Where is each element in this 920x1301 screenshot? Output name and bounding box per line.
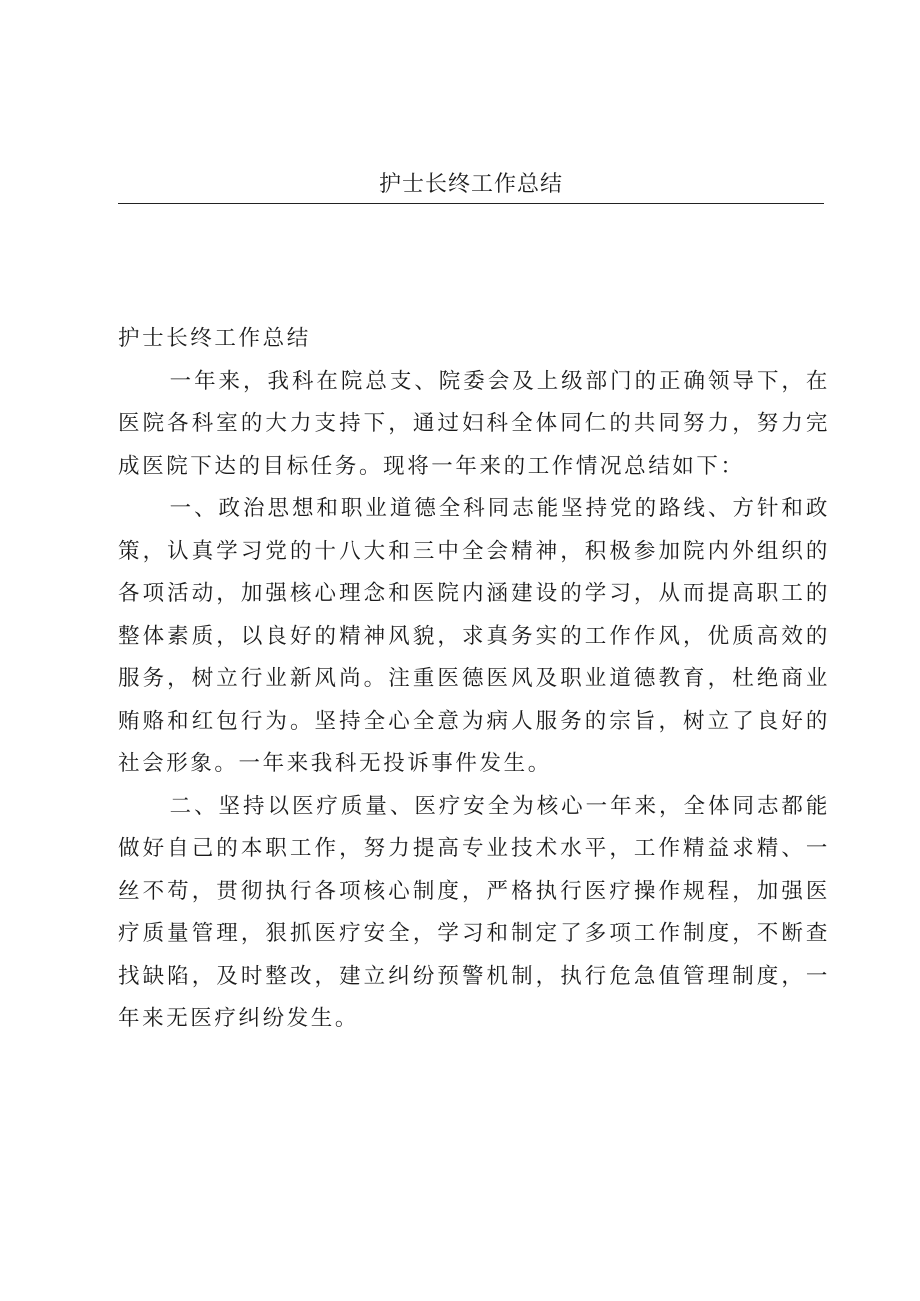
document-body	[118, 318, 830, 1041]
paragraph-section-1: 一、政治思想和职业道德全科同志能坚持党的路线、方针和政策，认真学习党的十八大和三中全会精神，积极参加院内外组织的各项活动，加强核心理念和医院内涵建设的学习，从而提高职工的整体素质，以良好的精神风貌，求真务实的工作作风，优质高效的服务，树立行业新风尚。注重医德医风及职业道德教育，杜绝商业贿赂和红包行为。坚持全心全意为病人服务的宗旨，树立了良好的社会形象。一年来我科无投诉事件发生。	[118, 496, 830, 776]
paragraph-section-2: 二、坚持以医疗质量、医疗安全为核心一年来，全体同志都能做好自己的本职工作，努力提高专业技术水平，工作精益求精、一丝不苟，贯彻执行各项核心制度，严格执行医疗操作规程，加强医疗质量管理，狠抓医疗安全，学习和制定了多项工作制度，不断查找缺陷，及时整改，建立纠纷预警机制，执行危急值管理制度，一年来无医疗纠纷发生。	[118, 793, 830, 1031]
paragraph-intro: 一年来，我科在院总支、院委会及上级部门的正确领导下，在医院各科室的大力支持下，通过妇科全体同仁的共同努力，努力完成医院下达的目标任务。现将一年来的工作情况总结如下：	[118, 368, 830, 479]
document-heading: 护士长终工作总结	[118, 326, 311, 351]
page-header-title: 护士长终工作总结	[378, 172, 563, 197]
header-divider	[118, 203, 824, 204]
